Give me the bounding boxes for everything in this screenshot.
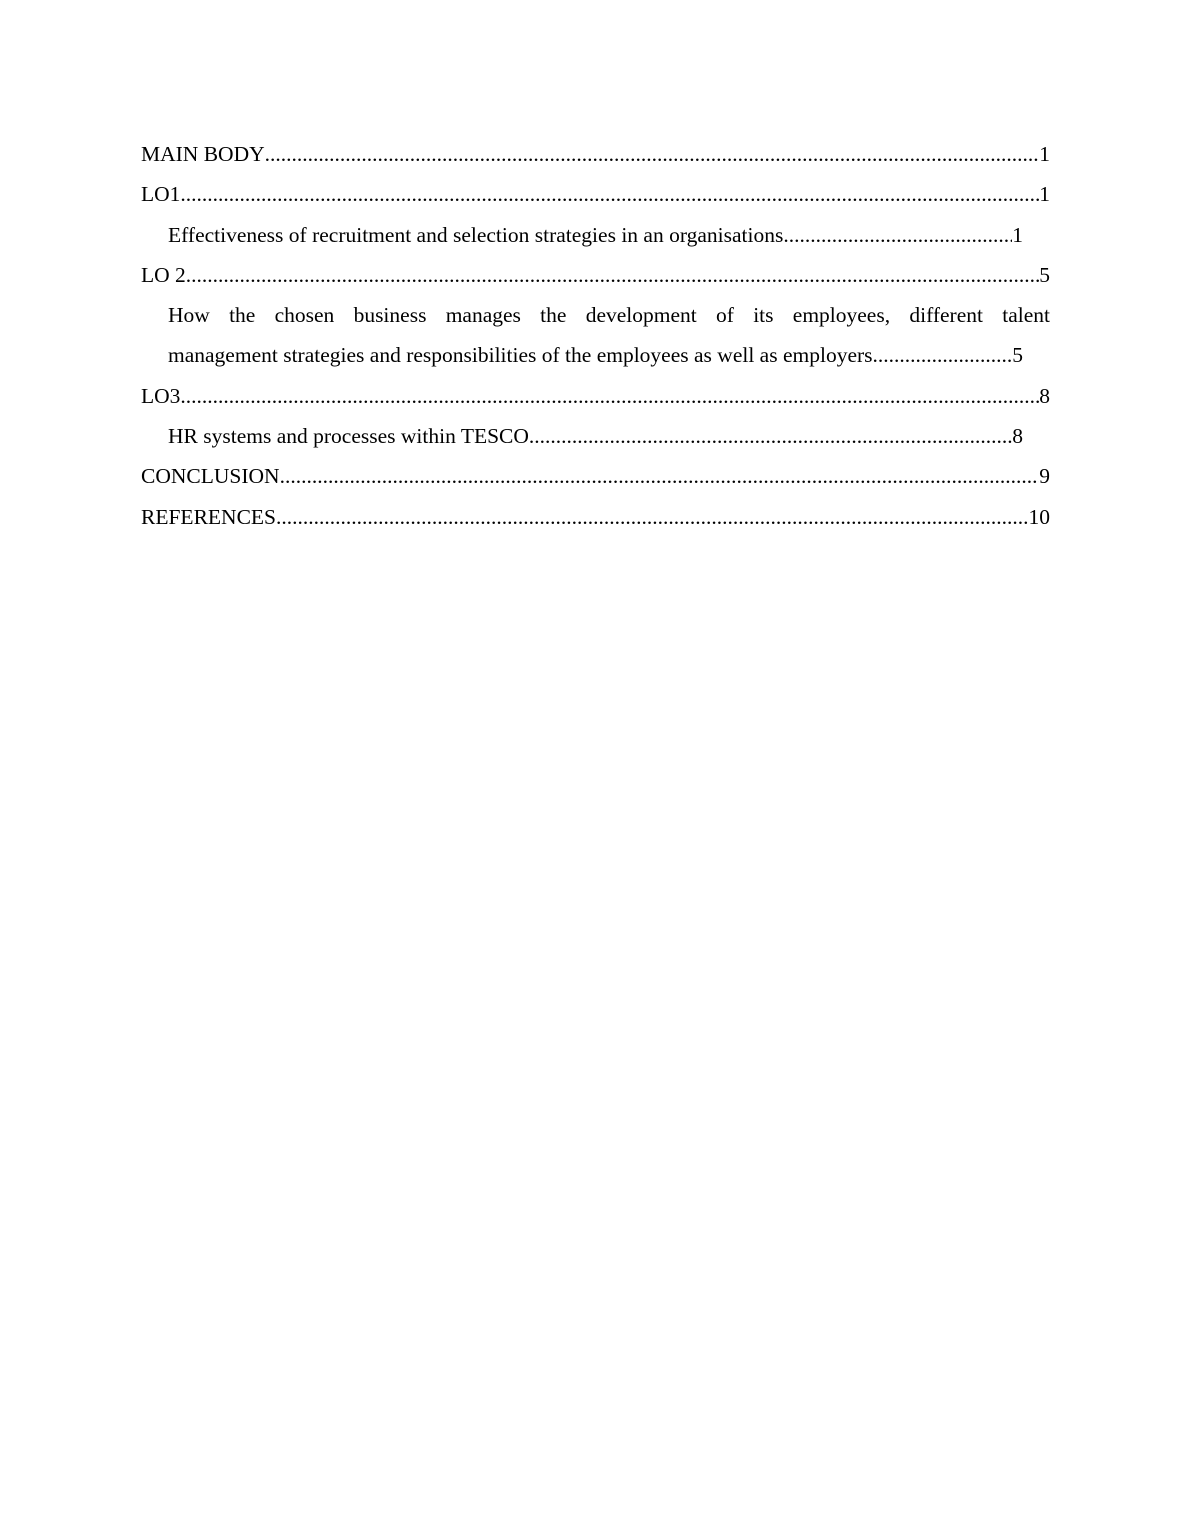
toc-entry-recruitment-selection[interactable] (141, 215, 1023, 255)
toc-entry-title: HR systems and processes within TESCO (168, 424, 529, 449)
toc-entry-lo2[interactable] (141, 255, 1050, 295)
toc-entry-hr-systems[interactable] (141, 416, 1023, 456)
toc-page-number: 1 (1039, 142, 1050, 166)
toc-entry-title: REFERENCES (141, 504, 276, 529)
toc-page-number: 1 (1039, 182, 1050, 207)
toc-entry-title-line-2: management strategies and responsibilities of the employees as well as employers (168, 343, 873, 368)
toc-entry-main-body[interactable] (141, 134, 1050, 174)
toc-page-number: 10 (1028, 504, 1050, 529)
toc-entry-title: LO3 (141, 383, 181, 408)
toc-entry-employee-development[interactable] (141, 295, 1050, 376)
toc-dot-leader (873, 335, 1013, 375)
table-of-contents (141, 134, 1050, 537)
toc-entry-title: LO1 (141, 182, 181, 207)
toc-page-number: 8 (1039, 383, 1050, 408)
toc-dot-leader (529, 416, 1012, 456)
toc-dot-leader (180, 376, 1039, 416)
toc-entry-title: LO 2 (141, 262, 186, 287)
toc-dot-leader (180, 174, 1039, 214)
toc-dot-leader (265, 134, 1040, 174)
toc-dot-leader (783, 215, 1012, 255)
toc-page-number: 5 (1039, 262, 1050, 287)
toc-entry-references[interactable] (141, 497, 1050, 537)
toc-entry-title: MAIN BODY (141, 142, 265, 166)
toc-page-number: 9 (1039, 464, 1050, 489)
toc-entry-title: CONCLUSION (141, 464, 280, 489)
toc-dot-leader (186, 255, 1039, 295)
toc-entry-conclusion[interactable] (141, 456, 1050, 496)
toc-entry-title: Effectiveness of recruitment and selection strategies in an organisations (168, 222, 784, 247)
toc-entry-lo3[interactable] (141, 376, 1050, 416)
toc-entry-title-line-1: How the chosen business manages the development of its employees, different talent (168, 303, 1050, 328)
toc-entry-lo1[interactable] (141, 174, 1050, 214)
toc-dot-leader (276, 497, 1029, 537)
toc-page-number: 1 (1012, 222, 1023, 247)
toc-page-number: 5 (1012, 343, 1023, 368)
toc-dot-leader (280, 456, 1040, 496)
toc-page-number: 8 (1012, 424, 1023, 449)
